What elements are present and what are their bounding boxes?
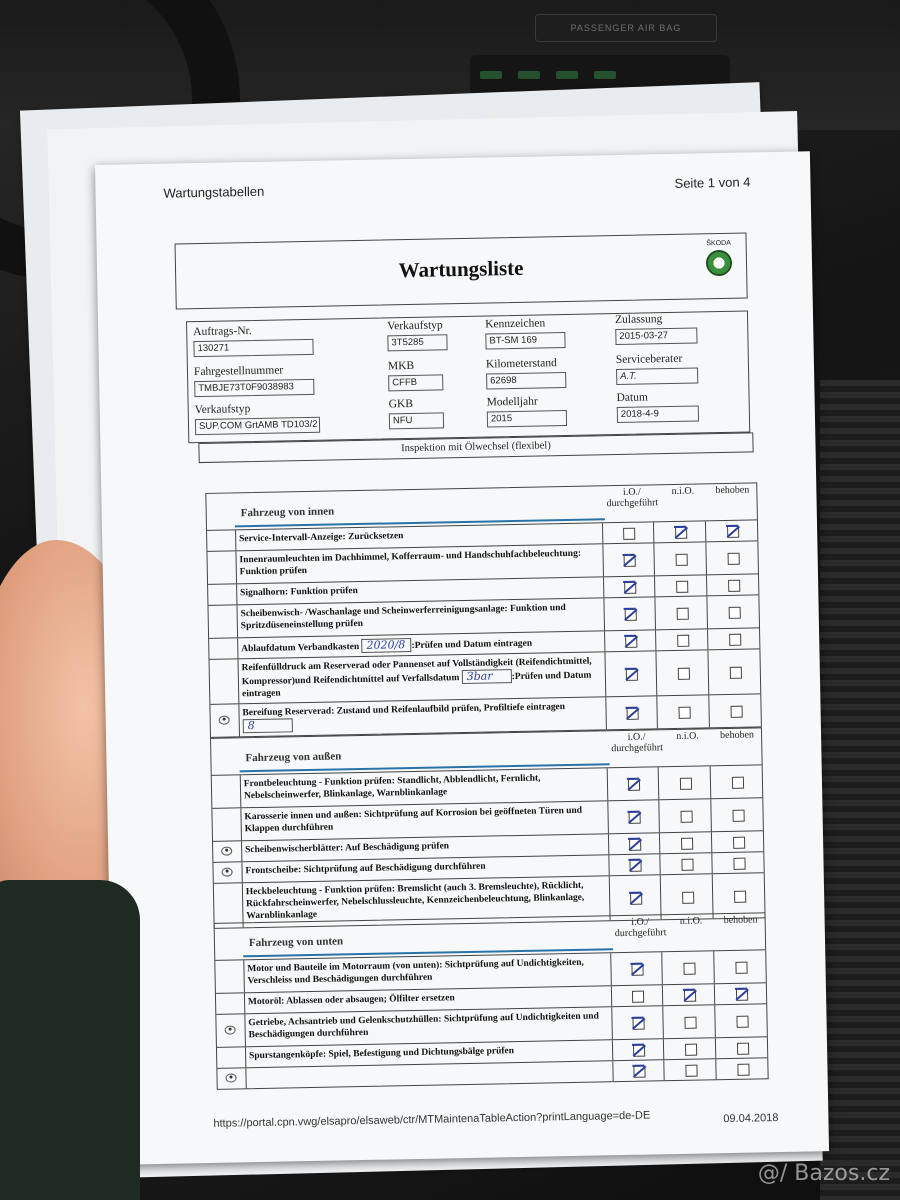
checkbox-behoben[interactable] bbox=[733, 858, 745, 870]
section-title: Fahrzeug von außen bbox=[245, 750, 342, 765]
cell-behoben bbox=[715, 983, 766, 1004]
checkbox-behoben[interactable] bbox=[736, 1016, 748, 1028]
checkbox-io[interactable] bbox=[625, 636, 637, 648]
row-text: Karosserie innen und außen: Sichtprüfung auf Korrosion bei geöffneten Türen und Klappen durchführen bbox=[244, 805, 583, 835]
row-text: Scheibenwischerblätter: Auf Beschädigung prüfen bbox=[244, 841, 450, 856]
checkbox-behoben[interactable] bbox=[733, 837, 745, 849]
vehicle-info-box bbox=[186, 310, 750, 443]
cell-behoben bbox=[715, 1004, 766, 1037]
row-text: Service-Intervall-Anzeige: Zurücksetzen bbox=[239, 531, 404, 545]
row-text-suffix: :Prüfen und Datum eintragen bbox=[411, 638, 533, 652]
logo-text: ŠKODA bbox=[706, 239, 731, 248]
row-text: Motoröl: Ablassen oder absaugen; Ölfilter ersetzen bbox=[247, 993, 455, 1008]
cell-behoben bbox=[707, 574, 758, 595]
row-text-suffix: :Prüfen und Datum eintragen bbox=[241, 670, 592, 700]
door-panel bbox=[820, 380, 900, 1200]
cell-io bbox=[611, 985, 663, 1006]
checklist-section bbox=[205, 482, 762, 738]
cell-behoben bbox=[708, 595, 759, 628]
cell-io bbox=[605, 630, 657, 651]
checkbox-io[interactable] bbox=[632, 1018, 644, 1030]
column-header-io: i.O./ durchgeführt bbox=[611, 731, 664, 755]
row-info-cell bbox=[208, 584, 237, 605]
cell-behoben bbox=[716, 1037, 767, 1058]
row-text-cell bbox=[238, 652, 605, 703]
eye-icon[interactable] bbox=[219, 716, 230, 725]
row-text: Signalhorn: Funktion prüfen bbox=[240, 586, 358, 599]
checkbox-io[interactable] bbox=[623, 528, 635, 540]
handwritten-entry[interactable]: 2020/8 bbox=[361, 638, 411, 653]
cell-io bbox=[603, 543, 655, 576]
cell-nio bbox=[665, 1059, 717, 1080]
cell-io bbox=[611, 952, 663, 985]
cell-nio bbox=[654, 521, 706, 542]
checkbox-nio[interactable] bbox=[681, 859, 693, 871]
cell-nio bbox=[660, 832, 712, 853]
cell-behoben bbox=[709, 649, 761, 694]
column-header-nio: n.i.O. bbox=[671, 485, 695, 497]
checkbox-io[interactable] bbox=[624, 582, 636, 594]
cell-io bbox=[603, 522, 655, 543]
checkbox-behoben[interactable] bbox=[728, 607, 740, 619]
checkbox-nio[interactable] bbox=[675, 527, 687, 539]
cell-nio bbox=[655, 575, 707, 596]
cell-behoben bbox=[712, 831, 763, 852]
row-info-cell bbox=[207, 530, 236, 551]
field-gkb: GKB NFU bbox=[389, 397, 445, 429]
row-text: Ablaufdatum Verbandkasten bbox=[241, 642, 360, 655]
section-title: Fahrzeug von unten bbox=[248, 935, 344, 950]
row-text: Frontscheibe: Sichtprüfung auf Beschädigung durchführen bbox=[245, 861, 486, 877]
header-left: Wartungstabellen bbox=[163, 183, 265, 201]
footer-date: 09.04.2018 bbox=[723, 1112, 779, 1126]
page-number: Seite 1 von 4 bbox=[674, 174, 751, 191]
checkbox-io[interactable] bbox=[629, 839, 641, 851]
section-title: Fahrzeug von innen bbox=[240, 505, 335, 520]
field-kennzeichen: Kennzeichen BT-SM 169 bbox=[485, 317, 566, 350]
row-text: Spurstangenköpfe: Spiel, Befestigung und Dichtungsbälge prüfen bbox=[248, 1046, 515, 1062]
checkbox-nio[interactable] bbox=[685, 1044, 697, 1056]
column-header-nio: n.i.O. bbox=[679, 915, 703, 927]
row-info-cell bbox=[213, 841, 242, 862]
checkbox-behoben[interactable] bbox=[728, 580, 740, 592]
checkbox-behoben[interactable] bbox=[729, 667, 741, 679]
checkbox-nio[interactable] bbox=[675, 554, 687, 566]
airbag-label: PASSENGER AIR BAG bbox=[535, 14, 717, 42]
row-info-cell bbox=[207, 551, 236, 584]
cell-behoben bbox=[708, 628, 759, 649]
field-mkb: MKB CFFB bbox=[388, 359, 444, 391]
checkbox-nio[interactable] bbox=[678, 707, 690, 719]
checkbox-nio[interactable] bbox=[685, 1065, 697, 1077]
checklist-section bbox=[214, 912, 769, 1090]
checkbox-io[interactable] bbox=[632, 991, 644, 1003]
checkbox-behoben[interactable] bbox=[735, 962, 747, 974]
checkbox-behoben[interactable] bbox=[727, 526, 739, 538]
cell-behoben bbox=[711, 765, 762, 798]
checkbox-behoben[interactable] bbox=[727, 553, 739, 565]
sheet-header bbox=[163, 174, 750, 200]
cell-io bbox=[608, 800, 660, 833]
watermark: @/ Bazos.cz bbox=[757, 1161, 890, 1186]
cell-nio bbox=[656, 596, 708, 629]
cell-nio bbox=[664, 1038, 716, 1059]
checkbox-nio[interactable] bbox=[684, 1017, 696, 1029]
skoda-arrow-icon bbox=[706, 250, 732, 276]
row-text: Innenraumleuchten im Dachhimmel, Kofferraum- und Handschuhfachbeleuchtung: Funktion prüfen bbox=[239, 548, 582, 578]
column-header-nio: n.i.O. bbox=[676, 730, 699, 742]
field-verkaufstyp-text: Verkaufstyp SUP.COM GrtAMB TD103/2 bbox=[195, 402, 321, 435]
cell-nio bbox=[664, 1005, 716, 1038]
checkbox-io[interactable] bbox=[629, 860, 641, 872]
checkbox-io[interactable] bbox=[631, 964, 643, 976]
handwritten-entry[interactable]: 8 bbox=[243, 718, 293, 733]
cell-io bbox=[609, 833, 661, 854]
cell-nio bbox=[655, 542, 707, 575]
document-title: Wartungsliste bbox=[398, 255, 524, 283]
cell-io bbox=[605, 651, 658, 696]
row-info-cell bbox=[215, 960, 244, 993]
cell-behoben bbox=[711, 798, 762, 831]
checkbox-io[interactable] bbox=[628, 812, 640, 824]
cell-nio bbox=[660, 799, 712, 832]
checkbox-nio[interactable] bbox=[682, 892, 694, 904]
checkbox-nio[interactable] bbox=[677, 635, 689, 647]
checkbox-nio[interactable] bbox=[683, 963, 695, 975]
eye-icon[interactable] bbox=[221, 846, 232, 855]
skoda-logo bbox=[706, 240, 733, 276]
checkbox-nio[interactable] bbox=[676, 581, 688, 593]
checkbox-nio[interactable] bbox=[680, 811, 692, 823]
field-berater: Serviceberater A.T. bbox=[616, 352, 699, 385]
row-info-cell bbox=[217, 1047, 246, 1068]
field-verkaufstyp: Verkaufstyp 3T5285 bbox=[387, 319, 448, 351]
checkbox-io[interactable] bbox=[633, 1066, 645, 1078]
cell-nio bbox=[663, 951, 715, 984]
checkbox-nio[interactable] bbox=[676, 608, 688, 620]
column-header-io: i.O./ durchgeführt bbox=[606, 486, 659, 510]
checkbox-io[interactable] bbox=[628, 779, 640, 791]
column-header-behoben: behoben bbox=[723, 914, 758, 927]
checklist-section bbox=[210, 727, 766, 929]
checkbox-io[interactable] bbox=[633, 1045, 645, 1057]
row-text: Motor und Bauteile im Motorraum (von unten): Sichtprüfung auf Undichtigkeiten, Verschleiss und Beschädigungen durchführen bbox=[247, 957, 584, 987]
cell-nio bbox=[656, 629, 708, 650]
cell-io bbox=[609, 854, 661, 875]
cell-behoben bbox=[707, 541, 758, 574]
row-text: Bereifung Reserverad: Zustand und Reifenlaufbild prüfen, Profiltiefe eintragen bbox=[242, 702, 566, 719]
checkbox-behoben[interactable] bbox=[736, 989, 748, 1001]
footer-url: https://portal.cpn.vwg/elsapro/elsaweb/ctr/MTMaintenaTableAction?printLanguage=de-DE bbox=[213, 1109, 651, 1130]
cell-behoben bbox=[716, 1058, 767, 1079]
cell-nio bbox=[661, 853, 713, 874]
checkbox-behoben[interactable] bbox=[734, 891, 746, 903]
checkbox-nio[interactable] bbox=[684, 990, 696, 1002]
cell-behoben bbox=[714, 950, 765, 983]
checkbox-behoben[interactable] bbox=[737, 1064, 749, 1076]
row-info-cell bbox=[213, 862, 242, 883]
row-info-cell bbox=[216, 1014, 245, 1047]
inspection-subtitle: Inspektion mit Ölwechsel (flexibel) bbox=[198, 432, 753, 463]
cell-io bbox=[604, 576, 656, 597]
row-text: Scheibenwisch- /Waschanlage und Scheinwerferreinigungsanlage: Funktion und Spritzdüseneinstellung prüfen bbox=[240, 603, 566, 632]
checkbox-nio[interactable] bbox=[678, 668, 690, 680]
checkbox-behoben[interactable] bbox=[729, 634, 741, 646]
title-box bbox=[175, 233, 748, 310]
row-info-cell bbox=[210, 659, 240, 704]
row-text: Frontbeleuchtung - Funktion prüfen: Standlicht, Abblendlicht, Fernlicht, Nebelscheinwerfer, Blinkanlage, Warnblinkanlage bbox=[243, 773, 541, 802]
field-zulassung: Zulassung 2015-03-27 bbox=[615, 312, 698, 345]
checkbox-io[interactable] bbox=[630, 893, 642, 905]
checkbox-behoben[interactable] bbox=[731, 777, 743, 789]
row-text: Reifenfülldruck am Reserverad oder Pannenset auf Vollständigkeit (Reifendichtmittel, Kompressor)und Reifendichtmittel auf Verfallsdatum bbox=[241, 656, 592, 688]
checkbox-io[interactable] bbox=[625, 609, 637, 621]
maintenance-sheet bbox=[95, 151, 829, 1165]
row-info-cell bbox=[212, 808, 241, 841]
checkbox-nio[interactable] bbox=[681, 838, 693, 850]
eye-icon[interactable] bbox=[225, 1025, 236, 1034]
cell-io bbox=[612, 1006, 664, 1039]
cell-io bbox=[612, 1039, 664, 1060]
checkbox-behoben[interactable] bbox=[730, 706, 742, 718]
checkbox-io[interactable] bbox=[624, 555, 636, 567]
cell-io bbox=[613, 1060, 665, 1081]
cell-io bbox=[607, 767, 659, 800]
checkbox-behoben[interactable] bbox=[732, 810, 744, 822]
checkbox-nio[interactable] bbox=[680, 778, 692, 790]
row-info-cell bbox=[208, 605, 237, 638]
column-header-behoben: behoben bbox=[720, 729, 755, 742]
row-info-cell bbox=[210, 704, 239, 737]
row-info-cell bbox=[217, 1068, 246, 1089]
field-datum: Datum 2018-4-9 bbox=[616, 390, 699, 423]
row-info-cell bbox=[209, 638, 238, 659]
row-info-cell bbox=[212, 775, 241, 808]
row-text: Heckbeleuchtung - Funktion prüfen: Bremslicht (auch 3. Bremsleuchte), Rücklicht, Rückfahrscheinwerfer, Nebelschlussleuchte, Kennzeichenbeleuchtung, Blinkanlage, Warnblinkanlage bbox=[245, 880, 585, 922]
field-modelljahr: Modelljahr 2015 bbox=[487, 395, 568, 428]
cell-behoben bbox=[706, 520, 757, 541]
field-km: Kilometerstand 62698 bbox=[486, 357, 567, 390]
checkbox-behoben[interactable] bbox=[737, 1043, 749, 1055]
column-header-behoben: behoben bbox=[715, 484, 750, 497]
jacket-sleeve bbox=[0, 880, 140, 1200]
cell-behoben bbox=[709, 694, 760, 727]
column-header-io: i.O./ durchgeführt bbox=[614, 916, 667, 940]
handwritten-entry[interactable]: 3bar bbox=[462, 669, 512, 684]
cell-io bbox=[604, 597, 656, 630]
cell-nio bbox=[659, 766, 711, 799]
eye-icon[interactable] bbox=[222, 867, 233, 876]
cell-behoben bbox=[713, 852, 764, 873]
checkbox-io[interactable] bbox=[626, 708, 638, 720]
eye-icon[interactable] bbox=[225, 1073, 236, 1082]
cell-nio bbox=[657, 650, 710, 695]
field-auftrag: Auftrags-Nr. 130271 bbox=[193, 324, 314, 357]
cell-nio bbox=[663, 984, 715, 1005]
checkbox-io[interactable] bbox=[626, 669, 638, 681]
row-info-cell bbox=[216, 993, 245, 1014]
row-text: Getriebe, Achsantrieb und Gelenkschutzhüllen: Sichtprüfung auf Undichtigkeiten und Beschädigungen durchführen bbox=[248, 1011, 599, 1041]
field-fgst: Fahrgestellnummer TMBJE73T0F9038983 bbox=[194, 364, 315, 397]
cell-nio bbox=[658, 695, 710, 728]
cell-io bbox=[606, 696, 658, 729]
row-info-cell bbox=[214, 883, 244, 928]
